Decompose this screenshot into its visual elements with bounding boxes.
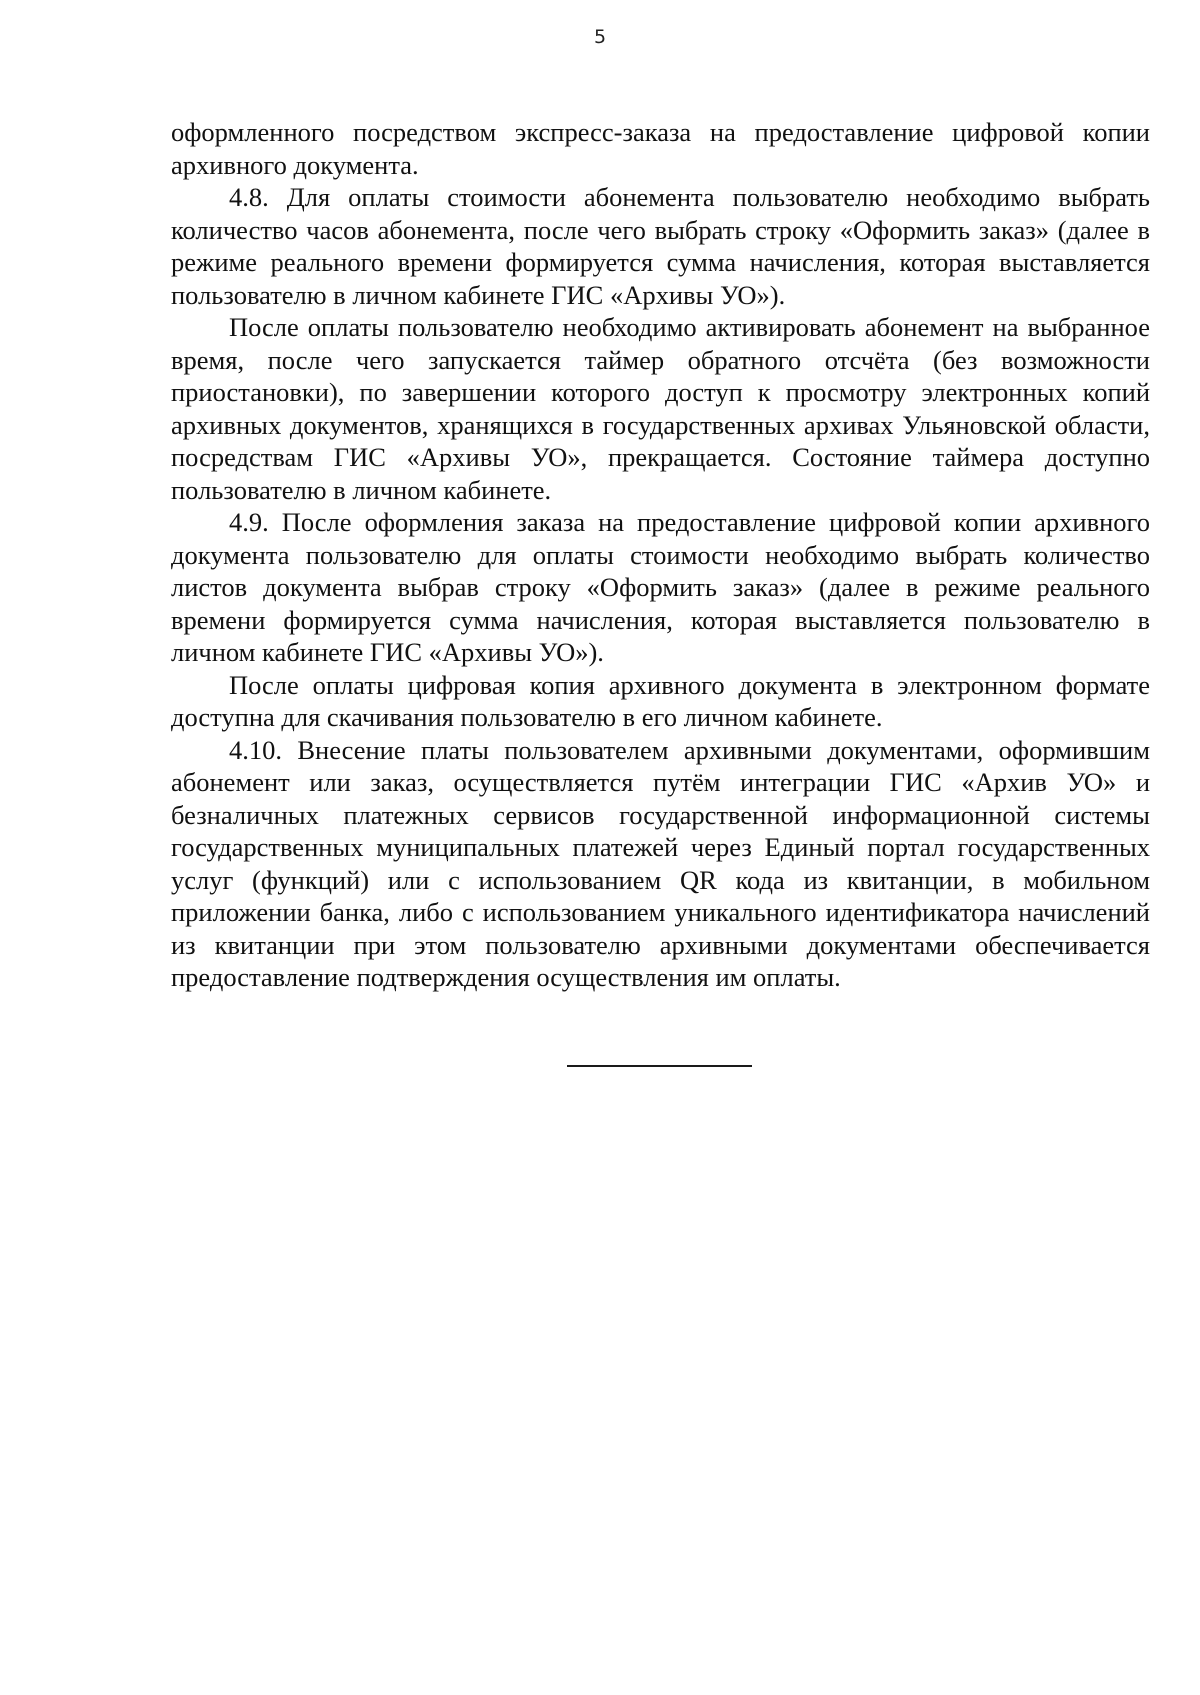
paragraph-clause-4-8: 4.8. Для оплаты стоимости абонемента пользователю необходимо выбрать количество часов абонемента, после чего выбрать строку «Оформить заказ» (далее в режиме реального времени формируется сумма начисления, которая выставляется пользователю в личном кабинете ГИС «Архивы УО»). <box>171 182 1150 310</box>
paragraph-clause-4-10: 4.10. Внесение платы пользователем архивными документами, оформившим абонемент или заказ, осуществляется путём интеграции ГИС «Архив УО» и безналичных платежных сервисов государственной информационной системы государственных муниципальных платежей через Единый портал государственных услуг (функций) или с использованием QR кода из квитанции, в мобильном приложении банка, либо с использованием уникального идентификатора начислений из квитанции при этом пользователю архивными документами обеспечивается предоставление подтверждения осуществления им оплаты. <box>171 734 1150 992</box>
paragraph-clause-4-8-after-payment: После оплаты пользователю необходимо активировать абонемент на выбранное время, после чего запускается таймер обратного отсчёта (без возможности приостановки), по завершении которого доступ к просмотру электронных копий архивных документов, хранящихся в государственных архивах Ульяновской области, посредствам ГИС «Архивы УО», прекращается. Состояние таймера доступно пользователю в личном кабинете. <box>171 312 1150 505</box>
end-of-text-divider <box>567 1065 752 1067</box>
document-body <box>171 116 1150 994</box>
page-number: 5 <box>593 26 607 48</box>
paragraph-clause-4-9-after-payment: После оплаты цифровая копия архивного документа в электронном формате доступна для скачивания пользователю в его личном кабинете. <box>171 669 1150 732</box>
paragraph-continuation: оформленного посредством экспресс-заказа на предоставление цифровой копии архивного документа. <box>171 117 1150 180</box>
paragraph-clause-4-9: 4.9. После оформления заказа на предоставление цифровой копии архивного документа пользователю для оплаты стоимости необходимо выбрать количество листов документа выбрав строку «Оформить заказ» (далее в режиме реального времени формируется сумма начисления, которая выставляется пользователю в личном кабинете ГИС «Архивы УО»). <box>171 507 1150 667</box>
